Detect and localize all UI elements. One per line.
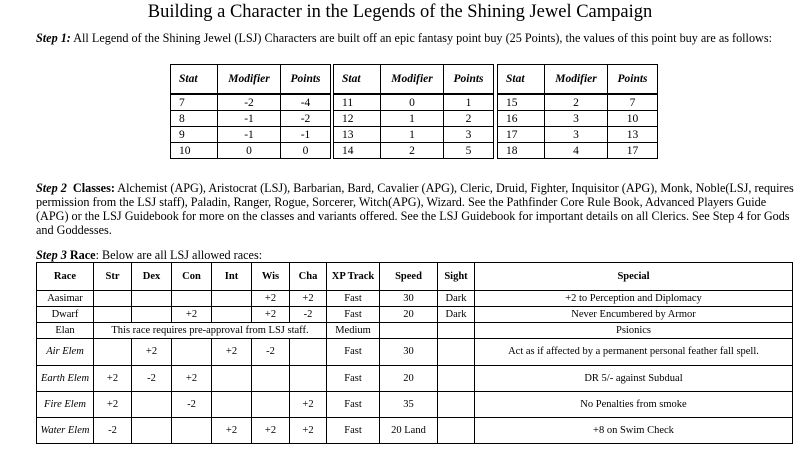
modifier-cell: -1	[218, 127, 281, 143]
stat-cell: 12	[334, 111, 381, 127]
int-header: Int	[212, 263, 252, 291]
str-cell	[94, 339, 132, 366]
points-cell: 17	[608, 143, 658, 159]
xp-cell: Medium	[327, 323, 380, 339]
cha-cell	[290, 339, 327, 366]
modifier-cell: 0	[381, 94, 444, 111]
con-cell	[172, 418, 212, 444]
step-3-bold: Race	[69, 248, 96, 262]
special-cell: Psionics	[475, 323, 793, 339]
stat-table-3	[497, 64, 658, 159]
stat-header: Stat	[498, 65, 545, 95]
points-cell: 13	[608, 127, 658, 143]
special-cell: +8 on Swim Check	[475, 418, 793, 444]
special-cell: Act as if affected by a permanent personal feather fall spell.	[475, 339, 793, 366]
xp-cell: Fast	[327, 418, 380, 444]
int-cell: +2	[212, 418, 252, 444]
step-3-label: Step 3	[36, 248, 67, 262]
points-cell: -2	[281, 111, 331, 127]
dex-cell	[132, 418, 172, 444]
sight-cell	[438, 418, 475, 444]
speed-cell: 20	[380, 366, 438, 392]
stat-cell: 17	[498, 127, 545, 143]
step-2-paragraph	[36, 181, 796, 237]
wis-cell	[252, 366, 290, 392]
cha-cell: +2	[290, 291, 327, 307]
speed-cell: 20	[380, 307, 438, 323]
points-cell: 3	[444, 127, 494, 143]
race-row-aasimar	[37, 291, 793, 307]
con-cell	[172, 291, 212, 307]
race-table	[36, 262, 793, 444]
int-cell: +2	[212, 339, 252, 366]
page-title: Building a Character in the Legends of the Shining Jewel Campaign	[147, 2, 653, 22]
modifier-cell: -2	[218, 94, 281, 111]
stat-cell: 11	[334, 94, 381, 111]
step-1-paragraph	[36, 31, 796, 45]
modifier-cell: 3	[545, 127, 608, 143]
points-cell: 5	[444, 143, 494, 159]
stat-row	[171, 94, 331, 111]
sight-header: Sight	[438, 263, 475, 291]
speed-header: Speed	[380, 263, 438, 291]
step-3-text: : Below are all LSJ allowed races:	[95, 248, 263, 262]
modifier-header: Modifier	[381, 65, 444, 95]
stat-row	[171, 127, 331, 143]
points-cell: 7	[608, 94, 658, 111]
race-row-water-elem	[37, 418, 793, 444]
stat-cell: 9	[171, 127, 218, 143]
xp-track-header: XP Track	[327, 263, 380, 291]
points-cell: 1	[444, 94, 494, 111]
stat-cell: 7	[171, 94, 218, 111]
stat-row	[171, 111, 331, 127]
sight-cell	[438, 392, 475, 418]
points-header: Points	[608, 65, 658, 95]
xp-cell: Fast	[327, 366, 380, 392]
stat-cell: 18	[498, 143, 545, 159]
special-header: Special	[475, 263, 793, 291]
stat-row	[498, 111, 658, 127]
stat-row	[171, 143, 331, 159]
race-row-dwarf	[37, 307, 793, 323]
str-cell: +2	[94, 392, 132, 418]
step-2-text: Alchemist (APG), Aristocrat (LSJ), Barbarian, Bard, Cavalier (APG), Cleric, Druid, Fighter, Inquisitor (APG), Monk, Noble(LSJ, requires permission from the LSJ staff), Paladin, Ranger, Rogue, Sorcerer, Witch(APG), Wizard. See the Pathfinder Core Rule Book, Advanced Players Guide (APG) or the LSJ Guidebook for more on the classes and variants offered. See the LSJ Guidebook for important details on all Clerics. See Step 4 for Gods and Goddesses.	[36, 181, 794, 237]
speed-cell: 35	[380, 392, 438, 418]
sight-cell	[438, 366, 475, 392]
modifier-cell: 0	[218, 143, 281, 159]
points-cell: 10	[608, 111, 658, 127]
race-cell: Elan	[37, 323, 94, 339]
race-cell: Fire Elem	[37, 392, 94, 418]
cha-cell: +2	[290, 418, 327, 444]
speed-cell: 30	[380, 339, 438, 366]
modifier-header: Modifier	[545, 65, 608, 95]
special-cell: Never Encumbered by Armor	[475, 307, 793, 323]
special-cell: No Penalties from smoke	[475, 392, 793, 418]
xp-cell: Fast	[327, 339, 380, 366]
stat-cell: 8	[171, 111, 218, 127]
race-row-elan	[37, 323, 793, 339]
stat-table-2	[333, 64, 494, 159]
stat-cell: 13	[334, 127, 381, 143]
xp-cell: Fast	[327, 291, 380, 307]
stat-header-row	[334, 65, 494, 95]
stat-row	[498, 127, 658, 143]
modifier-cell: 1	[381, 127, 444, 143]
race-row-air-elem	[37, 339, 793, 366]
xp-cell: Fast	[327, 392, 380, 418]
race-cell: Aasimar	[37, 291, 94, 307]
stat-header-row	[498, 65, 658, 95]
speed-cell: 30	[380, 291, 438, 307]
int-cell	[212, 307, 252, 323]
wis-cell: -2	[252, 339, 290, 366]
dex-header: Dex	[132, 263, 172, 291]
con-cell: -2	[172, 392, 212, 418]
sight-cell	[438, 339, 475, 366]
cha-cell	[290, 366, 327, 392]
str-cell	[94, 291, 132, 307]
dex-cell	[132, 392, 172, 418]
cha-header: Cha	[290, 263, 327, 291]
stat-row	[498, 94, 658, 111]
con-cell: +2	[172, 307, 212, 323]
stat-row	[334, 94, 494, 111]
modifier-cell: -1	[218, 111, 281, 127]
race-row-fire-elem	[37, 392, 793, 418]
stat-header: Stat	[171, 65, 218, 95]
race-cell: Air Elem	[37, 339, 94, 366]
con-cell	[172, 339, 212, 366]
stat-row	[334, 111, 494, 127]
sight-cell: Dark	[438, 291, 475, 307]
race-row-earth-elem	[37, 366, 793, 392]
modifier-cell: 3	[545, 111, 608, 127]
stat-table-1	[170, 64, 331, 159]
modifier-cell: 1	[381, 111, 444, 127]
str-cell: +2	[94, 366, 132, 392]
con-cell: +2	[172, 366, 212, 392]
stat-cell: 15	[498, 94, 545, 111]
wis-cell: +2	[252, 418, 290, 444]
stat-cell: 14	[334, 143, 381, 159]
dex-cell: -2	[132, 366, 172, 392]
points-header: Points	[281, 65, 331, 95]
modifier-header: Modifier	[218, 65, 281, 95]
int-cell	[212, 291, 252, 307]
race-cell: Water Elem	[37, 418, 94, 444]
wis-header: Wis	[252, 263, 290, 291]
race-header: Race	[37, 263, 94, 291]
elan-note-cell: This race requires pre-approval from LSJ staff.	[94, 323, 327, 339]
stat-header: Stat	[334, 65, 381, 95]
step-2-label: Step 2	[36, 181, 67, 195]
race-cell: Earth Elem	[37, 366, 94, 392]
wis-cell: +2	[252, 291, 290, 307]
step-2-bold: Classes:	[72, 181, 115, 195]
race-header-row	[37, 263, 793, 291]
stat-cell: 10	[171, 143, 218, 159]
special-cell: DR 5/- against Subdual	[475, 366, 793, 392]
int-cell	[212, 366, 252, 392]
str-cell: -2	[94, 418, 132, 444]
dex-cell: +2	[132, 339, 172, 366]
int-cell	[212, 392, 252, 418]
stat-row	[334, 127, 494, 143]
special-cell: +2 to Perception and Diplomacy	[475, 291, 793, 307]
dex-cell	[132, 307, 172, 323]
wis-cell	[252, 392, 290, 418]
xp-cell: Fast	[327, 307, 380, 323]
points-header: Points	[444, 65, 494, 95]
points-cell: -4	[281, 94, 331, 111]
modifier-cell: 4	[545, 143, 608, 159]
dex-cell	[132, 291, 172, 307]
modifier-cell: 2	[381, 143, 444, 159]
modifier-cell: 2	[545, 94, 608, 111]
step-1-label: Step 1:	[36, 31, 71, 45]
cha-cell: -2	[290, 307, 327, 323]
cha-cell: +2	[290, 392, 327, 418]
stat-row	[334, 143, 494, 159]
step-1-text: All Legend of the Shining Jewel (LSJ) Characters are built off an epic fantasy point buy (25 Points), the values of this point buy are as follows:	[70, 31, 772, 45]
points-cell: 2	[444, 111, 494, 127]
sight-cell	[438, 323, 475, 339]
wis-cell: +2	[252, 307, 290, 323]
step-3-paragraph	[36, 248, 796, 262]
stat-header-row	[171, 65, 331, 95]
points-cell: -1	[281, 127, 331, 143]
points-cell: 0	[281, 143, 331, 159]
stat-row	[498, 143, 658, 159]
con-header: Con	[172, 263, 212, 291]
speed-cell	[380, 323, 438, 339]
stat-cell: 16	[498, 111, 545, 127]
race-cell: Dwarf	[37, 307, 94, 323]
speed-cell: 20 Land	[380, 418, 438, 444]
str-cell	[94, 307, 132, 323]
str-header: Str	[94, 263, 132, 291]
sight-cell: Dark	[438, 307, 475, 323]
